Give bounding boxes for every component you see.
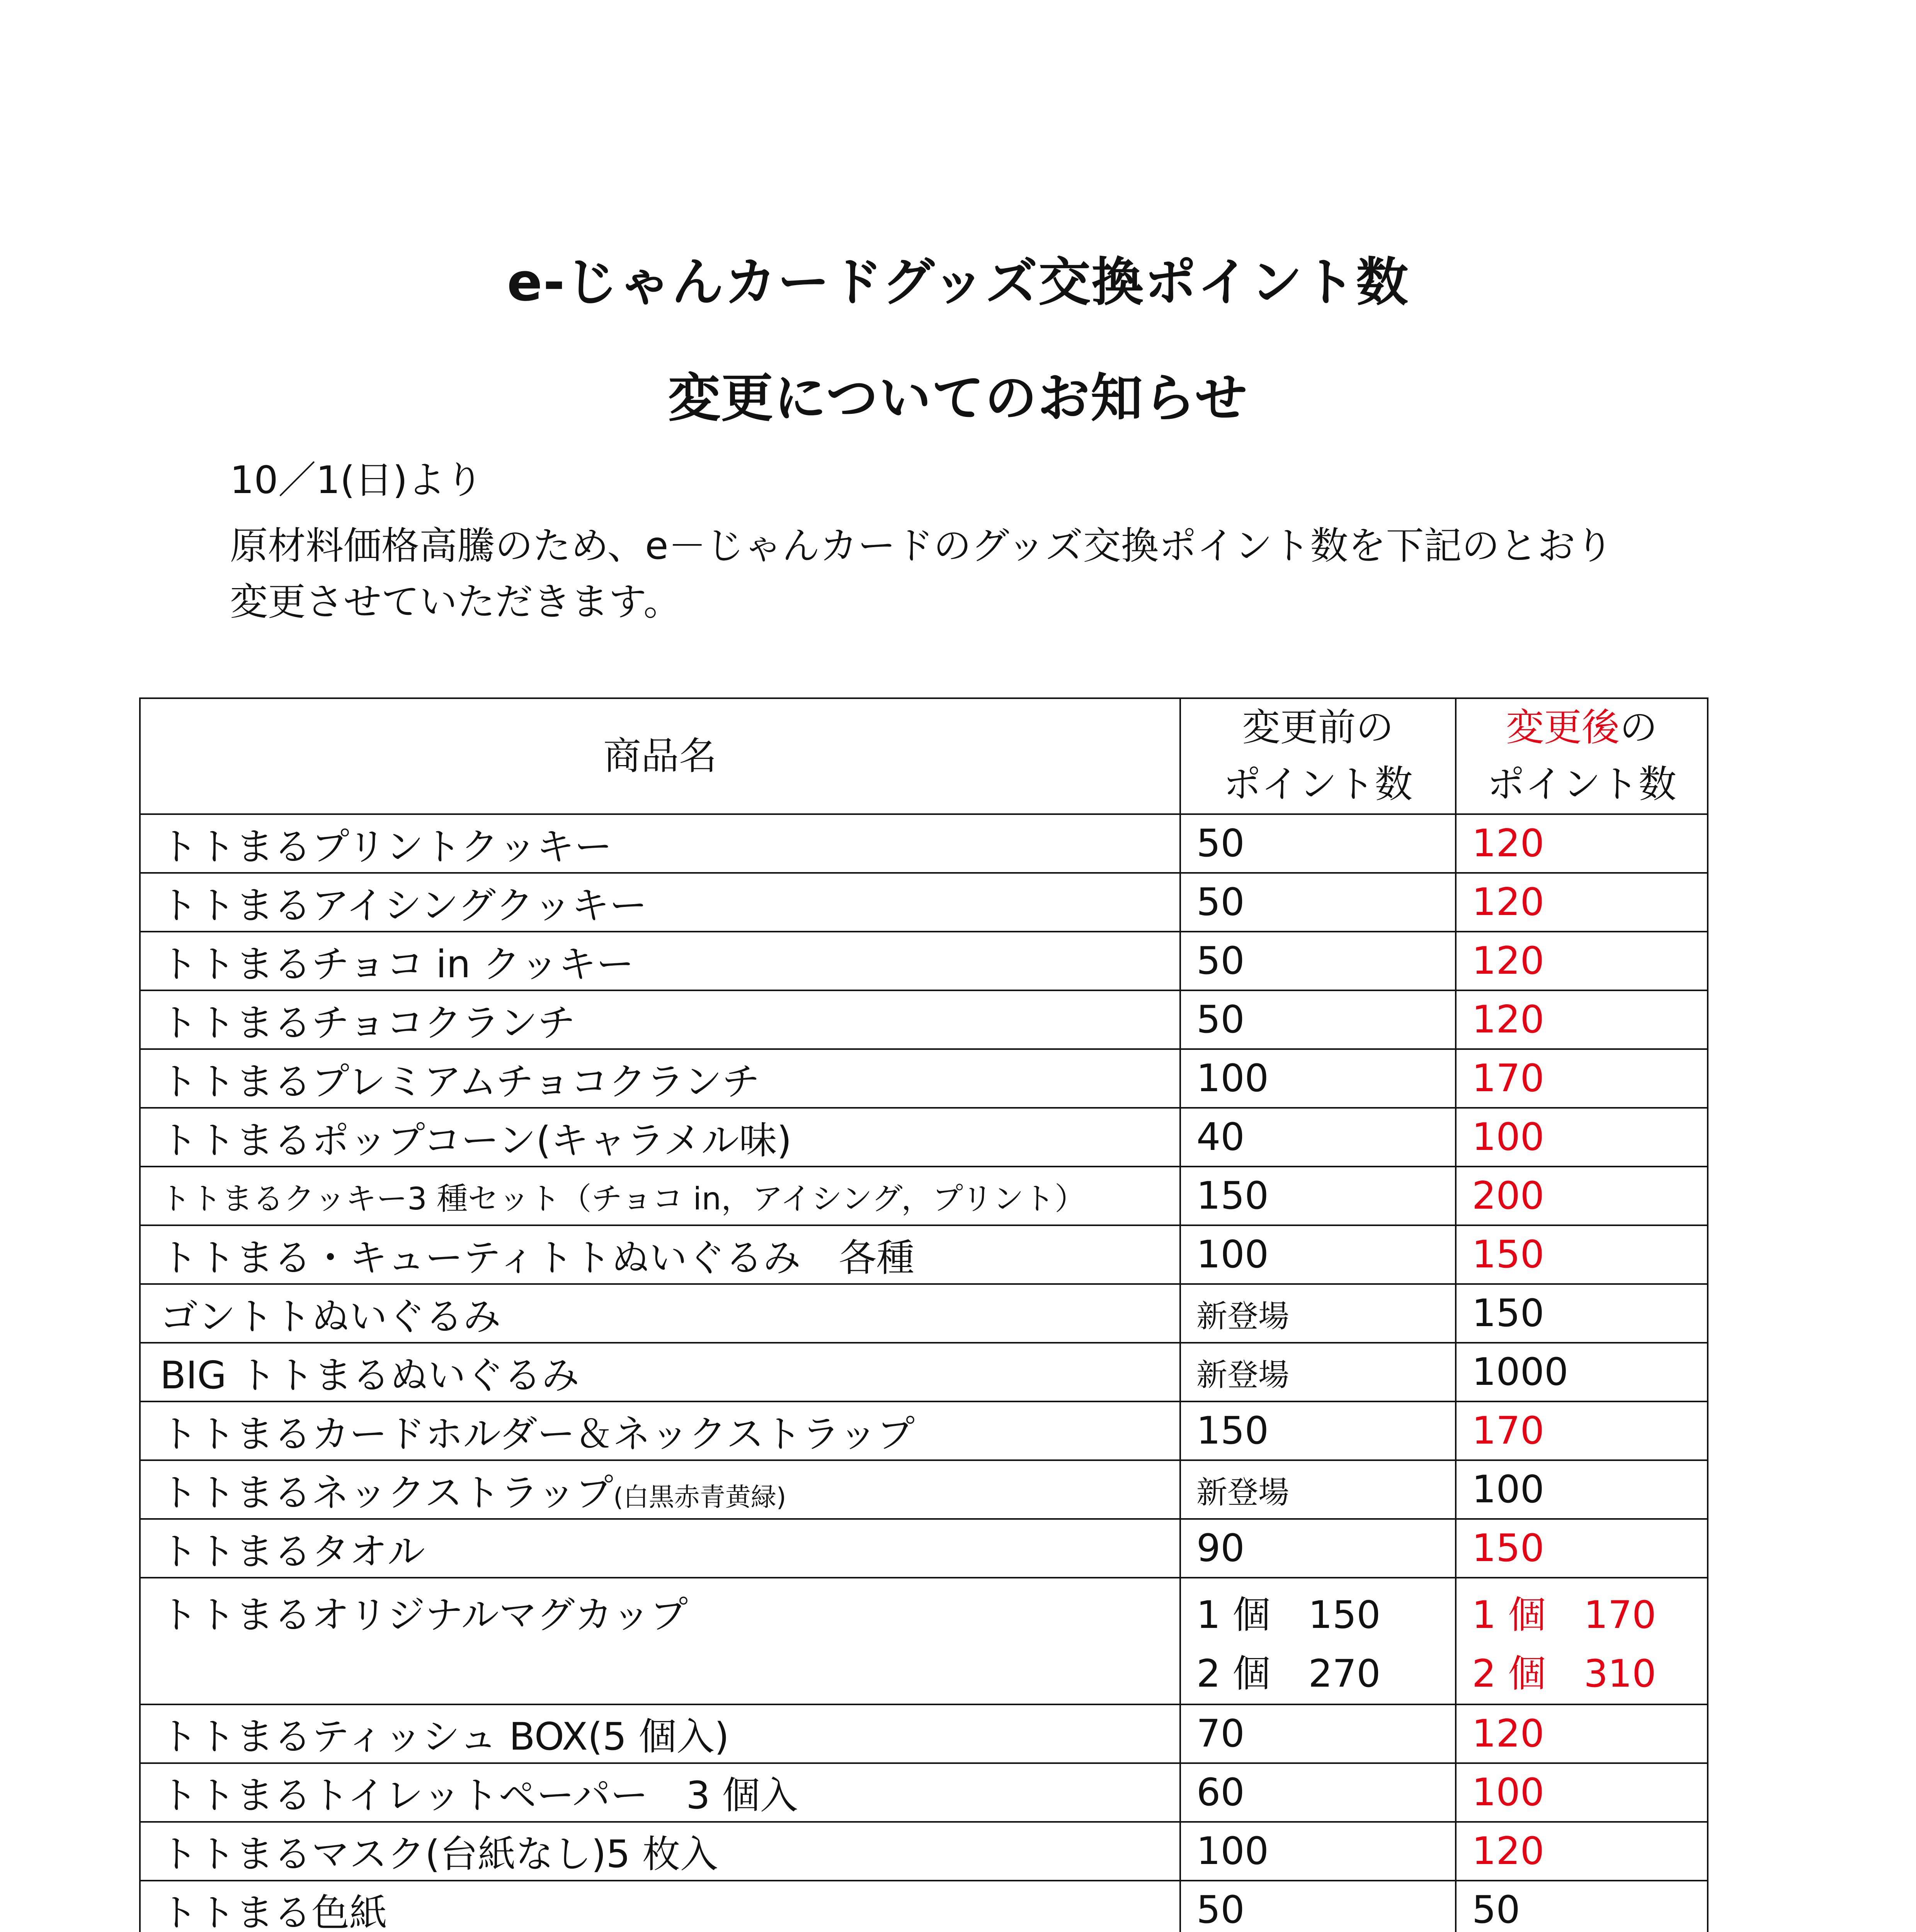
- points-after: 150: [1456, 1519, 1708, 1578]
- points-before: 40: [1180, 1108, 1456, 1167]
- header-after-line1-red: 変更後: [1506, 706, 1620, 750]
- table-row: [140, 1343, 1708, 1401]
- header-before-line2: ポイント数: [1223, 762, 1413, 806]
- table-row: [140, 1049, 1708, 1108]
- points-after: 50: [1456, 1881, 1708, 1932]
- header-before-line1: 変更前の: [1242, 706, 1394, 750]
- product-name: BIG トトまるぬいぐるみ: [140, 1343, 1180, 1401]
- table-row: [140, 873, 1708, 932]
- points-after: 120: [1456, 990, 1708, 1049]
- points-after: 120: [1456, 814, 1708, 873]
- points-before: 50: [1180, 990, 1456, 1049]
- product-name: トトまるトイレットペーパー 3 個入: [140, 1763, 1180, 1822]
- product-name: トトまるプレミアムチョコクランチ: [140, 1049, 1180, 1108]
- points-after: 120: [1456, 1822, 1708, 1881]
- table-row: [140, 932, 1708, 990]
- product-name: ゴントトぬいぐるみ: [140, 1284, 1180, 1343]
- product-name-note: (白黒赤青黄緑): [613, 1482, 786, 1512]
- points-before: 150: [1180, 1167, 1456, 1225]
- product-name: トトまるオリジナルマグカップ: [140, 1578, 1180, 1704]
- notice-title: e-じゃんカードグッズ交換ポイント数: [507, 252, 1409, 313]
- points-before: [1180, 1578, 1456, 1704]
- table-row: [140, 1225, 1708, 1284]
- table-row: [140, 814, 1708, 873]
- points-before: 60: [1180, 1763, 1456, 1822]
- points-after-2pc: 2 個 310: [1472, 1651, 1656, 1696]
- points-before: 100: [1180, 1225, 1456, 1284]
- table-row: [140, 1519, 1708, 1578]
- product-name: トトまるティッシュ BOX(5 個入): [140, 1704, 1180, 1763]
- points-table: [139, 697, 1708, 1932]
- header-points-after: [1456, 698, 1708, 814]
- points-before: 150: [1180, 1401, 1456, 1460]
- points-before: 50: [1180, 873, 1456, 932]
- points-before: 新登場: [1180, 1460, 1456, 1519]
- points-after: 100: [1456, 1763, 1708, 1822]
- table-row: [140, 1167, 1708, 1225]
- intro-statement: 変更させていただきます。: [230, 580, 682, 624]
- effective-date: 10／1(日)より: [230, 458, 483, 502]
- points-after: 150: [1456, 1225, 1708, 1284]
- points-before: 新登場: [1180, 1284, 1456, 1343]
- product-name: トトまるカードホルダー＆ネックストラップ: [140, 1401, 1180, 1460]
- table-row: [140, 1284, 1708, 1343]
- points-before: 50: [1180, 932, 1456, 990]
- header-points-before: [1180, 698, 1456, 814]
- table-header-row: [140, 698, 1708, 814]
- points-before-1pc: 1 個 150: [1196, 1593, 1381, 1637]
- points-after: 120: [1456, 932, 1708, 990]
- table-row: [140, 990, 1708, 1049]
- product-name: トトまるアイシングクッキー: [140, 873, 1180, 932]
- product-name: トトまるプリントクッキー: [140, 814, 1180, 873]
- table-row: [140, 1108, 1708, 1167]
- points-after: 100: [1456, 1460, 1708, 1519]
- points-before: 90: [1180, 1519, 1456, 1578]
- product-name: トトまるポップコーン(キャラメル味): [140, 1108, 1180, 1167]
- table-row: [140, 1460, 1708, 1519]
- points-after: 100: [1456, 1108, 1708, 1167]
- product-name: トトまる色紙: [140, 1881, 1180, 1932]
- points-after: 120: [1456, 1704, 1708, 1763]
- product-name: トトまるマスク(台紙なし)5 枚入: [140, 1822, 1180, 1881]
- points-before: 100: [1180, 1049, 1456, 1108]
- points-after: 170: [1456, 1049, 1708, 1108]
- table-row: [140, 1822, 1708, 1881]
- points-after: 200: [1456, 1167, 1708, 1225]
- table-row: [140, 1401, 1708, 1460]
- product-name: トトまる・キューティトトぬいぐるみ 各種: [140, 1225, 1180, 1284]
- intro-reason: 原材料価格高騰のため、e－じゃんカードのグッズ交換ポイント数を下記のとおり: [230, 524, 1613, 568]
- product-name: [140, 1460, 1180, 1519]
- points-before-2pc: 2 個 270: [1196, 1651, 1381, 1696]
- points-before: 70: [1180, 1704, 1456, 1763]
- points-after-1pc: 1 個 170: [1472, 1593, 1656, 1637]
- points-before: 50: [1180, 1881, 1456, 1932]
- points-after: 150: [1456, 1284, 1708, 1343]
- points-after: 170: [1456, 1401, 1708, 1460]
- product-name: トトまるクッキー3 種セット（チョコ in，アイシング，プリント）: [140, 1167, 1180, 1225]
- points-before: 100: [1180, 1822, 1456, 1881]
- header-after-line1-rest: の: [1620, 706, 1658, 750]
- header-product-name: 商品名: [140, 698, 1180, 814]
- points-after: [1456, 1578, 1708, 1704]
- product-name-main: トトまるネックストラップ: [160, 1471, 614, 1515]
- product-name: トトまるチョコ in クッキー: [140, 932, 1180, 990]
- table-row: [140, 1763, 1708, 1822]
- header-after-line2: ポイント数: [1487, 762, 1676, 806]
- product-name: トトまるチョコクランチ: [140, 990, 1180, 1049]
- table-row: [140, 1881, 1708, 1932]
- points-before: 50: [1180, 814, 1456, 873]
- table-row: [140, 1578, 1708, 1704]
- points-before: 新登場: [1180, 1343, 1456, 1401]
- table-row: [140, 1704, 1708, 1763]
- product-name: トトまるタオル: [140, 1519, 1180, 1578]
- points-after: 1000: [1456, 1343, 1708, 1401]
- points-after: 120: [1456, 873, 1708, 932]
- notice-subtitle: 変更についてのお知らせ: [668, 368, 1248, 429]
